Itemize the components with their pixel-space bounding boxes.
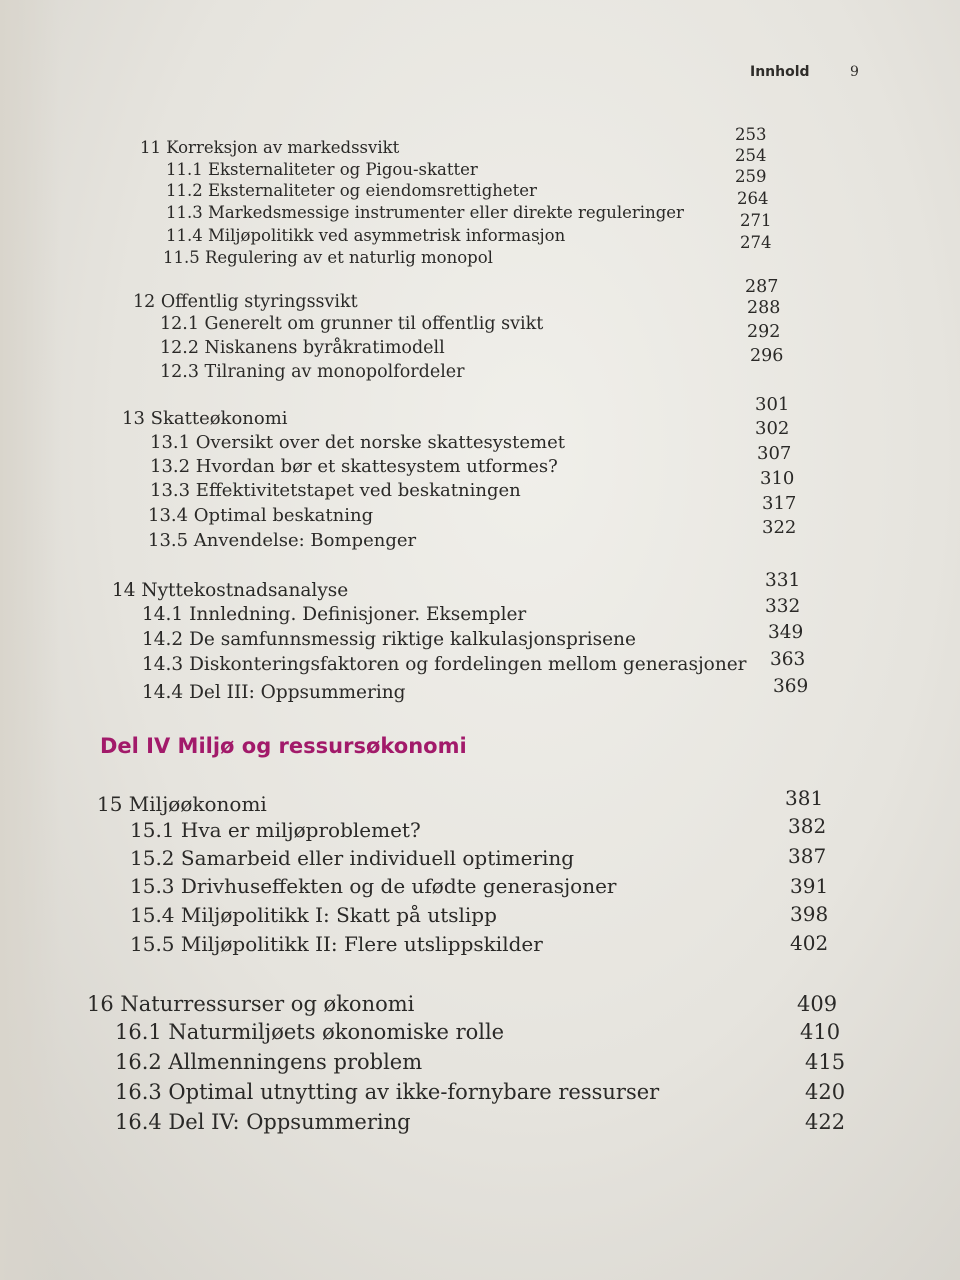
toc-entry-title: 14.2 De samfunnsmessig riktige kalkulasjonsprisene (142, 629, 636, 650)
toc-entry-page: 259 (735, 167, 767, 186)
toc-entry-page: 363 (770, 649, 806, 670)
toc-entry-title: 15.4 Miljøpolitikk I: Skatt på utslipp (130, 903, 497, 927)
toc-entry-page: 302 (755, 418, 790, 439)
toc-entry-title: 14.4 Del III: Oppsummering (142, 682, 406, 703)
toc-entry-page: 387 (788, 844, 827, 868)
toc-entry-title: 11.4 Miljøpolitikk ved asymmetrisk informasjon (166, 226, 566, 245)
part-heading: Del IV Miljø og ressursøkonomi (100, 734, 467, 758)
toc-entry-page: 310 (760, 468, 795, 489)
toc-entry-page: 254 (735, 146, 767, 165)
toc-entry-title: 12 Offentlig styringssvikt (133, 292, 358, 312)
toc-entry-page: 410 (800, 1020, 841, 1044)
toc-entry-page: 253 (735, 125, 767, 144)
toc-entry-page: 271 (740, 211, 772, 230)
toc-entry-page: 369 (773, 676, 809, 697)
toc-entry-title: 11.2 Eksternaliteter og eiendomsrettigheter (166, 181, 537, 200)
toc-entry-page: 288 (747, 298, 781, 318)
toc-entry-title: 16.3 Optimal utnytting av ikke-fornybare ressurser (115, 1080, 660, 1104)
toc-entry-title: 13.2 Hvordan bør et skattesystem utformes? (150, 456, 558, 477)
toc-entry-title: 11.3 Markedsmessige instrumenter eller direkte reguleringer (166, 203, 684, 222)
toc-entry-title: 15.5 Miljøpolitikk II: Flere utslippskilder (130, 932, 543, 956)
toc-entry-title: 15.2 Samarbeid eller individuell optimering (130, 846, 575, 870)
toc-entry-page: 317 (762, 493, 797, 514)
toc-entry-title: 11.5 Regulering av et naturlig monopol (163, 248, 493, 267)
toc-entry-title: 15 Miljøøkonomi (97, 792, 267, 816)
toc-entry-title: 15.1 Hva er miljøproblemet? (130, 818, 421, 842)
toc-entry-page: 422 (805, 1110, 846, 1134)
toc-entry-page: 264 (737, 189, 769, 208)
toc-entry-page: 382 (788, 814, 827, 838)
toc-entry-title: 15.3 Drivhuseffekten og de ufødte generasjoner (130, 874, 617, 898)
toc-entry-page: 409 (797, 992, 838, 1016)
toc-entry-title: 11 Korreksjon av markedssvikt (140, 138, 400, 157)
toc-entry-title: 13.5 Anvendelse: Bompenger (148, 530, 417, 551)
toc-entry-title: 12.2 Niskanens byråkratimodell (160, 338, 445, 358)
toc-entry-title: 14.1 Innledning. Definisjoner. Eksempler (142, 604, 527, 625)
toc-entry-title: 12.3 Tilraning av monopolfordeler (160, 362, 465, 382)
toc-entry-title: 11.1 Eksternaliteter og Pigou-skatter (166, 160, 478, 179)
header-title: Innhold (750, 64, 810, 80)
toc-entry-page: 322 (762, 517, 797, 538)
toc-entry-page: 381 (785, 786, 824, 810)
toc-entry-page: 398 (790, 902, 829, 926)
toc-entry-title: 13.1 Oversikt over det norske skattesystemet (150, 432, 565, 453)
toc-entry-page: 332 (765, 596, 801, 617)
toc-entry-page: 287 (745, 277, 779, 297)
toc-entry-page: 296 (750, 346, 784, 366)
toc-entry-page: 402 (790, 931, 829, 955)
toc-entry-page: 301 (755, 394, 790, 415)
toc-entry-page: 420 (805, 1080, 846, 1104)
toc-entry-page: 307 (757, 443, 792, 464)
toc-entry-title: 16 Naturressurser og økonomi (87, 992, 415, 1016)
header-page-number: 9 (850, 64, 859, 80)
toc-entry-title: 14 Nyttekostnadsanalyse (112, 580, 349, 601)
toc-entry-title: 16.1 Naturmiljøets økonomiske rolle (115, 1020, 505, 1044)
toc-entry-page: 415 (805, 1050, 846, 1074)
toc-entry-page: 292 (747, 322, 781, 342)
toc-entry-title: 14.3 Diskonteringsfaktoren og fordelingen mellom generasjoner (142, 654, 747, 675)
toc-entry-title: 16.2 Allmenningens problem (115, 1050, 423, 1074)
toc-entry-page: 274 (740, 233, 772, 252)
toc-entry-title: 12.1 Generelt om grunner til offentlig svikt (160, 314, 544, 334)
toc-entry-page: 331 (765, 570, 801, 591)
toc-entry-title: 13 Skatteøkonomi (122, 408, 288, 429)
toc-entry-title: 13.3 Effektivitetstapet ved beskatningen (150, 480, 521, 501)
toc-entry-title: 16.4 Del IV: Oppsummering (115, 1110, 411, 1134)
toc-entry-page: 391 (790, 874, 829, 898)
toc-entry-page: 349 (768, 622, 804, 643)
toc-entry-title: 13.4 Optimal beskatning (148, 505, 374, 526)
